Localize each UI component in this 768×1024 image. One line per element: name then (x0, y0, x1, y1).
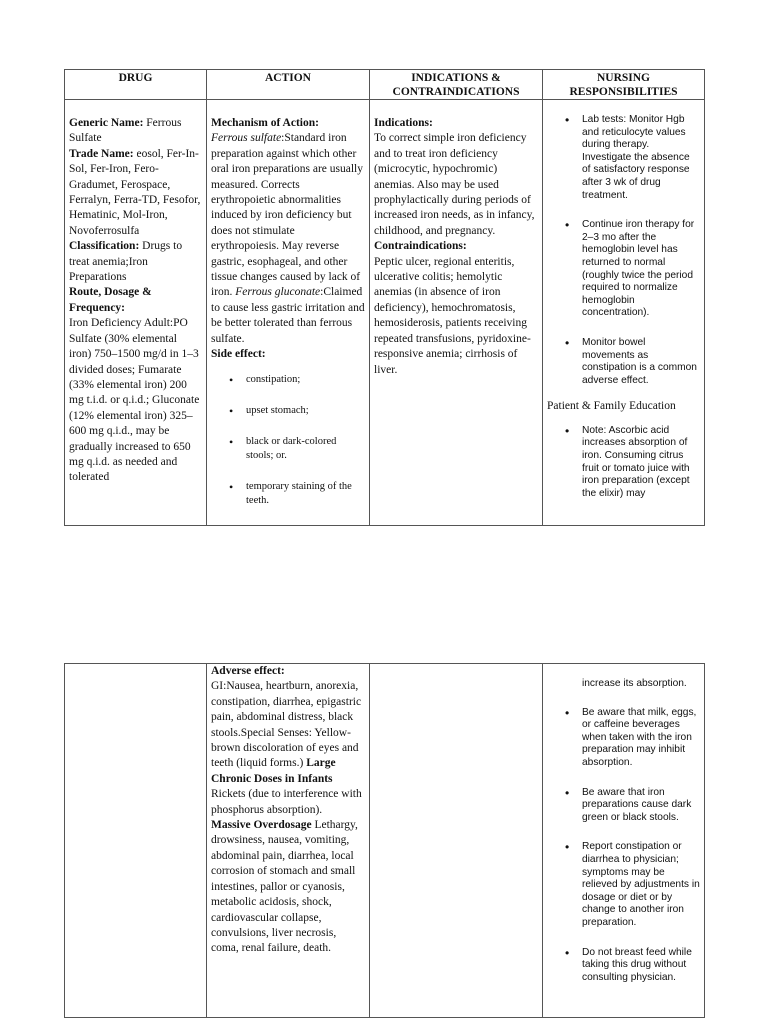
indications-text: To correct simple iron deficiency and to treat iron deficiency (microcytic, hypochromic) anemias. Also may be used prophylactically during periods of increased iron needs, as in infancy, childhood, and pregnancy. (374, 132, 535, 237)
action-cell (207, 100, 370, 526)
indications-cell (370, 100, 543, 526)
moa-label: Mechanism of Action: (211, 117, 319, 129)
list-item: • Lab tests: Monitor Hgb and reticulocyte values during therapy. Investigate the absence of satisfactory response after 3 wk of drug treatment. (547, 114, 700, 202)
list-item: • temporary staining of the teeth. (211, 480, 365, 508)
ferrous-sulfate-text: :Standard iron preparation against which other oral iron preparations are usually measured. Corrects erythropoietic abnormalities induced by iron deficiency but does not stimulate erythropoiesis. May reverse gastric, esophageal, and other tissue changes caused by lack of iron. (211, 132, 363, 299)
large-doses-text: Rickets (due to interference with phosphorus absorption). (211, 788, 362, 816)
ferrous-gluconate-name: Ferrous gluconate (235, 286, 321, 299)
list-item: • constipation; (211, 373, 365, 387)
massive-overdosage-label: Massive Overdosage (211, 819, 312, 832)
classification-label: Classification: (69, 240, 140, 253)
route-label: Route, Dosage & Frequency: (69, 286, 152, 314)
education-heading: Patient & Family Education (547, 400, 676, 413)
continued-text: increase its absorption. (582, 678, 687, 689)
header-indications: INDICATIONS & CONTRAINDICATIONS (370, 70, 543, 100)
generic-name-label: Generic Name: (69, 117, 144, 129)
nursing-list-continued (547, 707, 700, 985)
empty-drug-cell (65, 664, 207, 1018)
table-row (65, 664, 705, 1018)
list-item: • Monitor bowel movements as constipation is a common adverse effect. (547, 337, 700, 387)
adverse-text: GI:Nausea, heartburn, anorexia, constipation, diarrhea, epigastric pain, abdominal distress, black stools.Special Senses: Yellow-brown discoloration of eyes and teeth (liquid forms.) (211, 680, 362, 770)
list-item: • Be aware that milk, eggs, or caffeine beverages when taken with the iron preparation may inhibit absorption. (547, 707, 700, 770)
side-effect-label: Side effect: (211, 348, 266, 361)
table-row (65, 100, 705, 526)
large-doses-label: Large Chronic Doses in Infants (211, 757, 336, 785)
nursing-cell (543, 100, 705, 526)
header-action: ACTION (207, 70, 370, 100)
nursing-cell-continued (543, 664, 705, 1018)
contraindications-label: Contraindications: (374, 240, 467, 253)
drug-cell (65, 100, 207, 526)
trade-name-value: eosol, Fer-In-Sol, Fer-Iron, Fero-Gradumet, Ferospace, Ferralyn, Ferra-TD, Fesofor, Hematinic, Mol-Iron, Novoferrosulfa (69, 147, 201, 237)
list-item: • Continue iron therapy for 2–3 mo after the hemoglobin level has returned to normal (roughly twice the period required to normalize hemoglobin concentration). (547, 219, 700, 320)
list-item: • black or dark-colored stools; or. (211, 435, 365, 463)
nursing-list (547, 114, 700, 387)
side-effect-list (211, 373, 365, 508)
indications-label: Indications: (374, 117, 433, 129)
adverse-cell (207, 664, 370, 1018)
route-value: Iron Deficiency Adult:PO Sulfate (30% elemental iron) 750–1500 mg/d in 1–3 divided doses; Fumarate (33% elemental iron) 200 mg t.i.d. or q.i.d.; Gluconate (12% elemental iron) 325–600 mg q.i.d., may be gradually increased to 650 mg q.i.d. as needed and tolerated (69, 317, 200, 484)
drug-table-part-1 (64, 69, 705, 526)
list-item: • upset stomach; (211, 404, 365, 418)
ferrous-sulfate-name: Ferrous sulfate (211, 132, 282, 145)
header-nursing: NURSING RESPONSIBILITIES (543, 70, 705, 100)
adverse-label: Adverse effect: (211, 665, 285, 677)
generic-name-value: Ferrous Sulfate (69, 117, 182, 145)
contraindications-text: Peptic ulcer, regional enteritis, ulcerative colitis; hemolytic anemias (in absence of iron deficiency), hemochromatosis, hemosiderosis, patients receiving repeated transfusions, pyridoxine-responsive anemia; cirrhosis of liver. (374, 255, 531, 376)
list-item: • Be aware that iron preparations cause dark green or black stools. (547, 787, 700, 825)
list-item: • Report constipation or diarrhea to physician; symptoms may be relieved by adjustments in dosage or diet or by change to another iron preparation. (547, 841, 700, 929)
massive-overdosage-text: Lethargy, drowsiness, nausea, vomiting, abdominal pain, diarrhea, local corrosion of stomach and small intestines, pallor or cyanosis, metabolic acidosis, shock, cardiovascular collapse, convulsions, liver necrosis, coma, renal failure, death. (211, 819, 358, 955)
drug-table-part-2 (64, 663, 705, 1018)
list-item: • Note: Ascorbic acid increases absorption of iron. Consuming citrus fruit or tomato juice with iron preparation (except the elixir) may (547, 425, 700, 501)
classification-value: Drugs to treat anemia;Iron Preparations (69, 240, 183, 284)
ferrous-gluconate-text: :Claimed to cause less gastric irritation and be better tolerated than ferrous sulfate. (211, 286, 365, 345)
trade-name-label: Trade Name: (69, 147, 134, 160)
empty-indications-cell (370, 664, 543, 1018)
education-list (547, 425, 700, 501)
header-drug: DRUG (65, 70, 207, 100)
table-header-row (65, 70, 705, 100)
list-item: • Do not breast feed while taking this drug without consulting physician. (547, 947, 700, 985)
